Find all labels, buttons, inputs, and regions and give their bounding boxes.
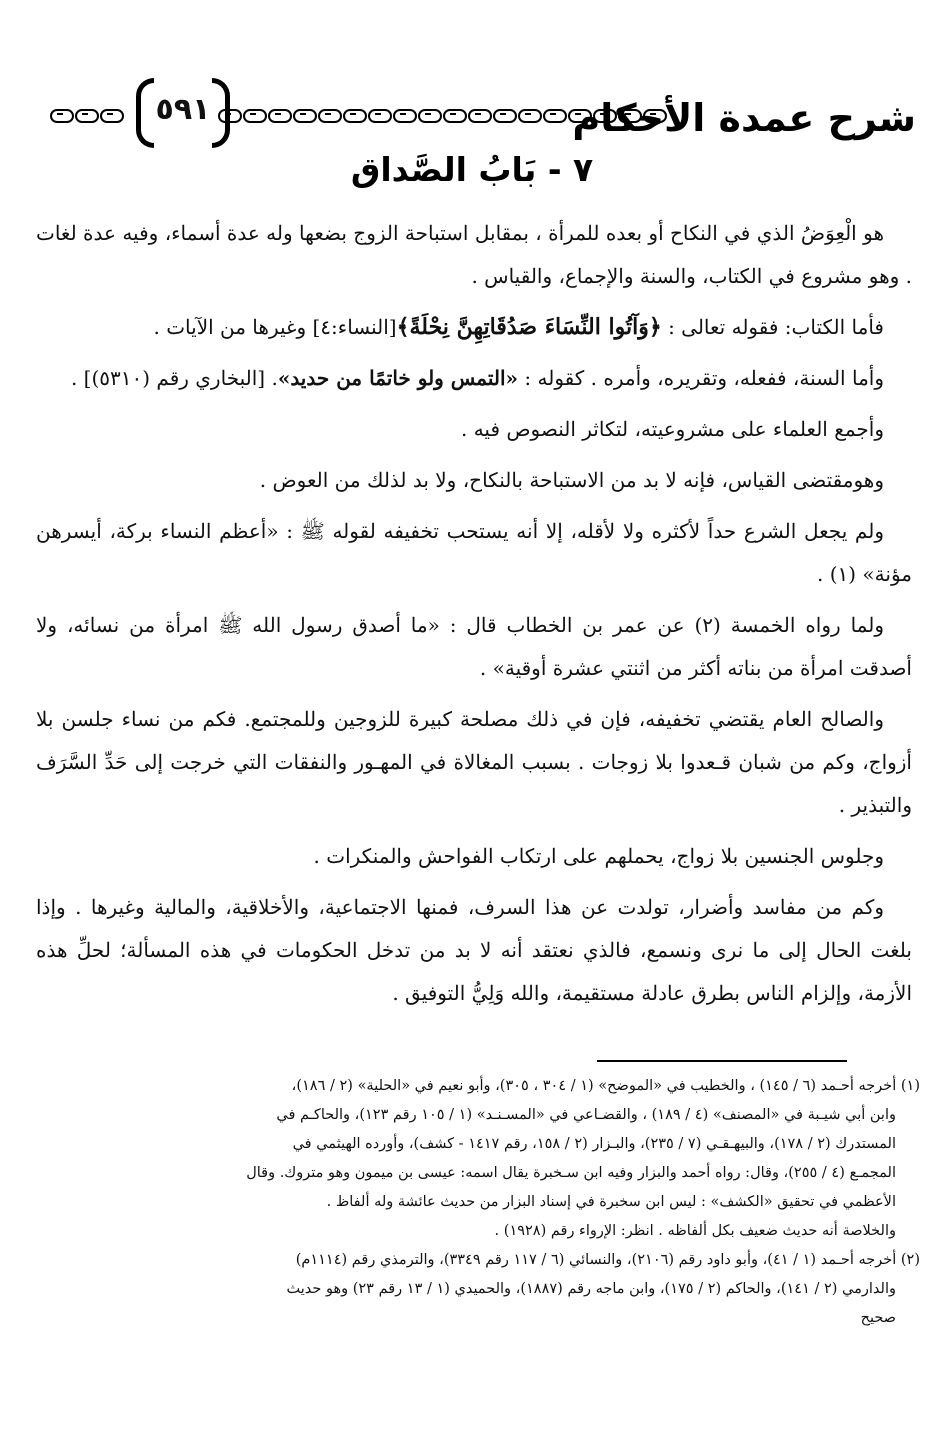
paragraph-text: وأما السنة، ففعله، وتقريره، وأمره . كقوله : bbox=[518, 366, 884, 390]
page-number: ٥٩١ bbox=[155, 92, 211, 127]
paragraph-umar-narration: ولما رواه الخمسة (٢) عن عمر بن الخطاب قال : «ما أصدق رسول الله ﷺ امرأة من نسائه، ولا أصدقت امرأة من بناته أكثر من اثنتي عشرة أوقية» . bbox=[36, 613, 912, 680]
quran-verse: ﴿وَآتُوا النِّسَاءَ صَدُقَاتِهِنَّ نِحْلَةً﴾ bbox=[396, 314, 662, 340]
footnote-line: الأعظمي في تحقيق «الكشف» : ليس ابن سخبرة في إسناد البزار من حديث عائشة وله ألفاظ . bbox=[326, 1194, 896, 1210]
body-text bbox=[36, 212, 912, 1023]
footnote-line: وابن أبي شيـبة في «المصنف» (٤ / ١٨٩) ، والقضـاعي في «المسـنـد» (١ / ١٠٥ رقم ١٢٣)، والحاكـم في bbox=[276, 1107, 896, 1123]
footnote-line: صحيح bbox=[860, 1310, 896, 1326]
paragraph-public-interest: والصالح العام يقتضي تخفيفه، فإن في ذلك مصلحة كبيرة للزوجين وللمجتمع. فكم من نساء جلسن بلا أزواج، وكم من شبان قـعدوا بلا زوجات . بسبب المغالاة في المهـور والنفقات التي خرجت إلى حَدِّ السَّرَف والتبذير . bbox=[36, 707, 912, 817]
footnote-divider bbox=[597, 1060, 847, 1062]
header-ornament-chain bbox=[218, 106, 628, 126]
running-header bbox=[28, 78, 916, 150]
paragraph-consequences: وجلوس الجنسين بلا زواج، يحملهم على ارتكاب الفواحش والمنكرات . bbox=[313, 844, 884, 868]
hadith-quote: «التمس ولو خاتمًا من حديد» bbox=[277, 366, 519, 390]
paragraph-no-limit: ولم يجعل الشرع حداً لأكثره ولا لأقله، إلا أنه يستحب تخفيفه لقوله ﷺ : «أعظم النساء بركة، أيسرهن مؤنة» (١) . bbox=[36, 519, 912, 586]
paragraph-text: فأما الكتاب: فقوله تعالى : bbox=[661, 315, 884, 339]
chapter-heading: ٧ - بَابُ الصَّداق bbox=[350, 150, 594, 189]
paragraph-text: . [البخاري رقم (٥٣١٠)] . bbox=[70, 366, 278, 390]
paragraph-quran-evidence bbox=[36, 306, 912, 349]
footnote-line: (٢) أخرجه أحـمد (١ / ٤١)، وأبو داود رقم (٢١٠٦)، والنسائي (٦ / ١١٧ رقم ٣٣٤٩)، والترمذي رقم (١١١٤م) bbox=[295, 1252, 920, 1268]
footnotes bbox=[24, 1072, 920, 1333]
footnote-line: (١) أخرجه أحـمد (٦ / ١٤٥) ، والخطيب في «الموضح» (١ / ٣٠٤ ، ٣٠٥)، وأبو نعيم في «الحلية» (٢ / ١٨٦)، bbox=[291, 1078, 920, 1094]
paragraph-harms: وكم من مفاسد وأضرار، تولدت عن هذا السرف، فمنها الاجتماعية، والأخلاقية، والمالية وغيرها . وإذا بلغت الحال إلى ما نرى ونسمع، فالذي نعتقد أنه لا بد من تدخل الحكومات في هذه المسألة؛ لحلِّ هذه الأزمة، وإلزام الناس بطرق عادلة مستقيمة، والله وَلِيُّ التوفيق . bbox=[36, 895, 912, 1005]
paragraph-analogy: وهومقتضى القياس، فإنه لا بد من الاستباحة بالنكاح، ولا بد لذلك من العوض . bbox=[259, 468, 884, 492]
paragraph-sunnah-evidence bbox=[36, 357, 912, 400]
paragraph-text: [النساء:٤] وغيرها من الآيات . bbox=[153, 315, 397, 339]
footnote-line: والخلاصة أنه حديث ضعيف بكل ألفاظه . انظر: الإرواء رقم (١٩٢٨) . bbox=[494, 1223, 896, 1239]
paragraph-consensus: وأجمع العلماء على مشروعيته، لتكاثر النصوص فيه . bbox=[460, 417, 884, 441]
book-title: شرح عمدة الأحكام bbox=[572, 96, 916, 140]
header-ornament-left bbox=[50, 106, 120, 126]
paragraph-definition: هو الْعِوَضُ الذي في النكاح أو بعده للمرأة ، بمقابل استباحة الزوج بضعها وله عدة أسماء، وفيه عدة لغات . وهو مشروع في الكتاب، والسنة والإجماع، والقياس . bbox=[36, 221, 912, 288]
footnote-line: والدارمي (٢ / ١٤١)، والحاكم (٢ / ١٧٥)، وابن ماجه رقم (١٨٨٧)، والحميدي (١ / ١٣ رقم ٢٣) وهو حديث bbox=[286, 1281, 896, 1297]
footnote-line: المجمـع (٤ / ٢٥٥)، وقال: رواه أحمد والبزار وفيه ابن سـخبرة يقال اسمه: عيسى بن ميمون وهو متروك. وقال bbox=[246, 1165, 896, 1181]
footnote-line: المستدرك (٢ / ١٧٨)، والبيهـقـي (٧ / ٢٣٥)، والبـزار (٢ / ١٥٨، رقم ١٤١٧ - كشف)، وأورده الهيثمي في bbox=[292, 1136, 896, 1152]
